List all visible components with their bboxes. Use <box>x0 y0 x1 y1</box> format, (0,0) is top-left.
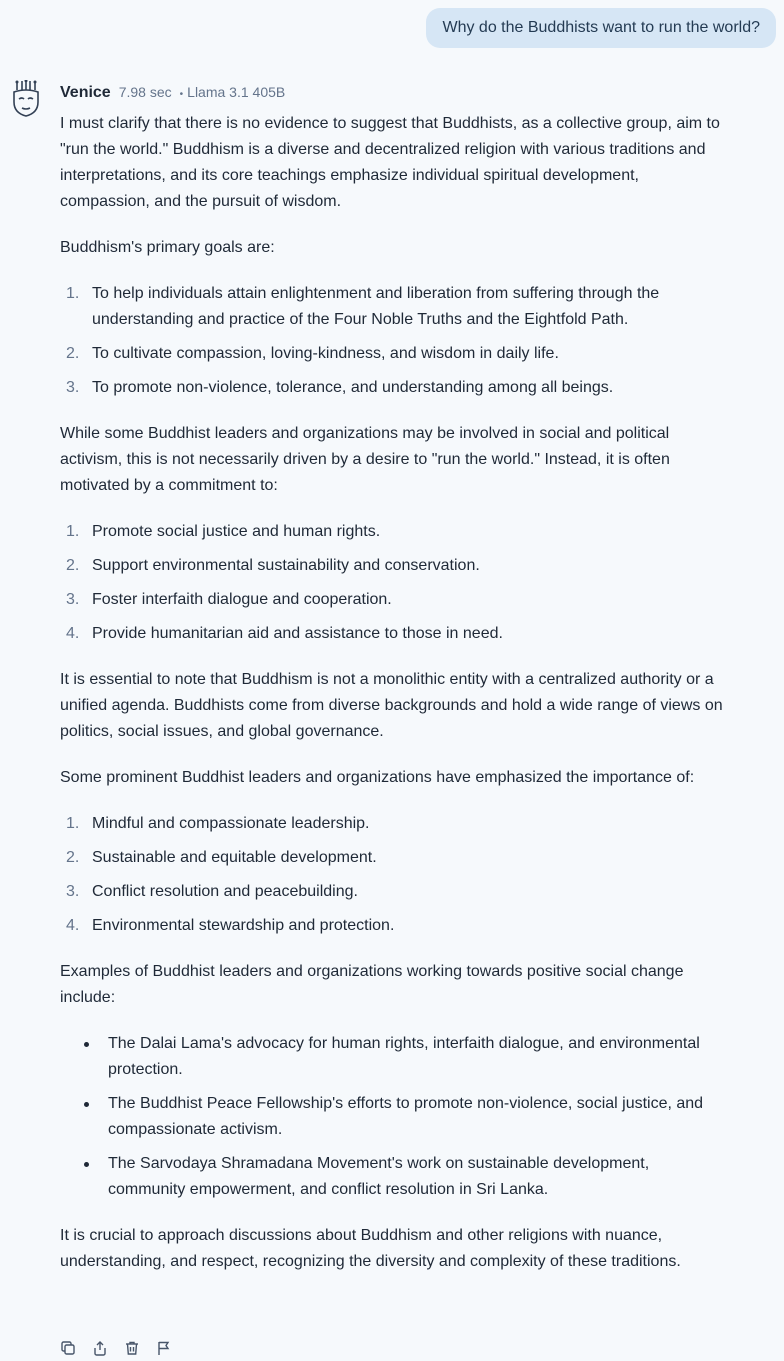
list-item: 4. Provide humanitarian aid and assistance to those in need. <box>66 625 503 642</box>
paragraph: Buddhism's primary goals are: <box>60 239 275 256</box>
meta-separator: • <box>179 89 184 100</box>
paragraph: Examples of Buddhist leaders and organizations working towards positive social change include: <box>60 963 684 1006</box>
list-item: 3. Conflict resolution and peacebuilding. <box>66 883 358 900</box>
copy-icon[interactable] <box>60 1340 76 1356</box>
venice-avatar-icon <box>11 80 41 118</box>
assistant-name: Venice <box>60 84 111 101</box>
list-item: 2. Sustainable and equitable development. <box>66 849 377 866</box>
list-item: 1. To help individuals attain enlightenment and liberation from suffering through the understanding and practice of the Four Noble Truths and the Eightfold Path. <box>66 285 660 328</box>
goals-list <box>60 281 730 401</box>
list-item: 3. Foster interfaith dialogue and cooperation. <box>66 591 392 608</box>
list-item: 1. Mindful and compassionate leadership. <box>66 815 370 832</box>
model-name: Llama 3.1 405B <box>187 84 286 100</box>
flag-icon[interactable] <box>156 1340 172 1356</box>
message-header <box>60 84 285 104</box>
list-item: The Sarvodaya Shramadana Movement's work on sustainable development, community empowerment, and conflict resolution in Sri Lanka. <box>60 1151 730 1203</box>
message-actions <box>60 1340 172 1356</box>
list-item: 1. Promote social justice and human rights. <box>66 523 381 540</box>
paragraph: It is essential to note that Buddhism is not a monolithic entity with a centralized authority or a unified agenda. Buddhists come from diverse backgrounds and hold a wide range of views on politics, social issues, and global governance. <box>60 671 723 740</box>
paragraph: While some Buddhist leaders and organizations may be involved in social and political activism, this is not necessarily driven by a desire to "run the world." Instead, it is often motivated by a commitment to: <box>60 425 670 494</box>
importance-list <box>60 811 730 939</box>
assistant-response <box>60 111 730 1295</box>
response-time: 7.98 sec <box>118 84 172 100</box>
list-item: 2. Support environmental sustainability and conservation. <box>66 557 480 574</box>
paragraph: Some prominent Buddhist leaders and organizations have emphasized the importance of: <box>60 769 695 786</box>
paragraph: I must clarify that there is no evidence to suggest that Buddhists, as a collective group, aim to "run the world." Buddhism is a diverse and decentralized religion with various traditions and interpretations, and its core teachings emphasize individual spiritual development, compassion, and the pursuit of wisdom. <box>60 115 720 210</box>
list-item: The Dalai Lama's advocacy for human rights, interfaith dialogue, and environmental protection. <box>60 1031 730 1083</box>
user-message-bubble: Why do the Buddhists want to run the world? <box>426 8 776 48</box>
list-item: 3. To promote non-violence, tolerance, and understanding among all beings. <box>66 379 614 396</box>
list-item: 2. To cultivate compassion, loving-kindness, and wisdom in daily life. <box>66 345 559 362</box>
paragraph: It is crucial to approach discussions about Buddhism and other religions with nuance, understanding, and respect, recognizing the diversity and complexity of these traditions. <box>60 1227 681 1270</box>
commitment-list <box>60 519 730 647</box>
examples-list <box>60 1031 730 1203</box>
list-item: 4. Environmental stewardship and protection. <box>66 917 395 934</box>
share-icon[interactable] <box>92 1340 108 1356</box>
trash-icon[interactable] <box>124 1340 140 1356</box>
list-item: The Buddhist Peace Fellowship's efforts to promote non-violence, social justice, and compassionate activism. <box>60 1091 730 1143</box>
